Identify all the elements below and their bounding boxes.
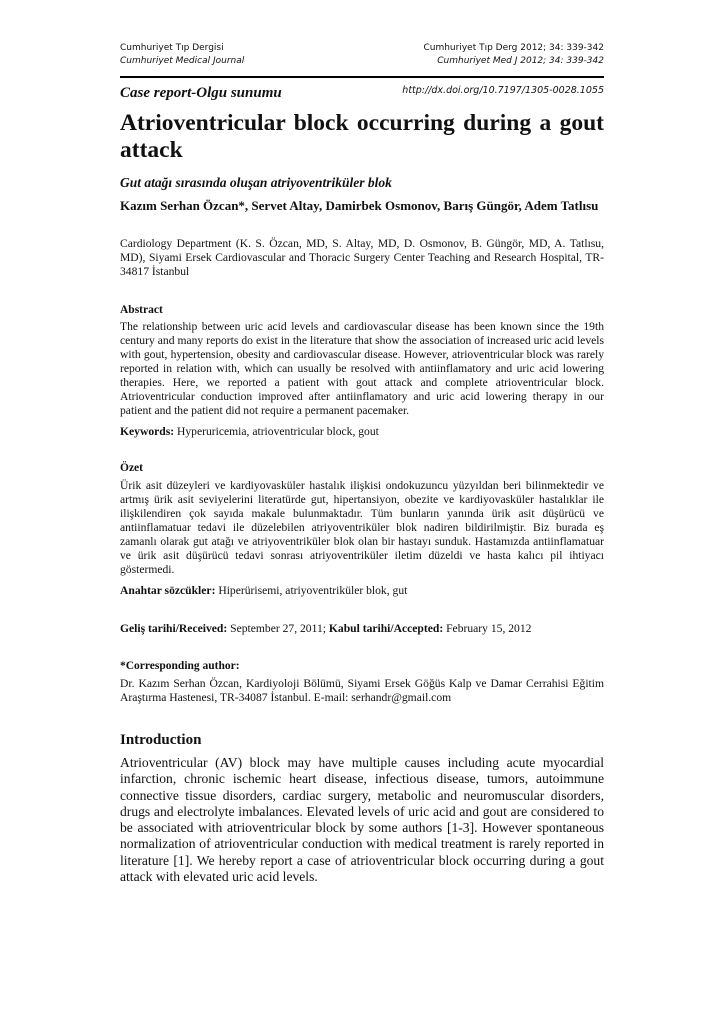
received-date: September 27, 2011; <box>227 622 329 635</box>
keywords-value: Hyperuricemia, atrioventricular block, gout <box>174 425 379 438</box>
ozet-heading: Özet <box>120 462 143 474</box>
received-label: Geliş tarihi/Received: <box>120 622 228 635</box>
introduction-text: Atrioventricular (AV) block may have multiple causes including acute myocardial infarction, chronic ischemic heart disease, infectious disease, tumors, autoimmune connective tissue disorders, cardiac surgery, metabolic and neuromuscular disorders, drugs and electrolyte imbalances. Elevated levels of uric acid and gout are considered to be associated with atrioventricular block by some authors [1-3]. However spontaneous normalization of atrioventricular conduction with medical treatment is rarely reported in literature [1]. We hereby report a case of atrioventricular block occurring during a gout attack with elevated uric acid levels. <box>120 755 604 885</box>
introduction-heading: Introduction <box>120 732 202 748</box>
keywords <box>120 425 604 439</box>
article-title: Atrioventricular block occurring during a gout attack <box>120 110 604 163</box>
citation-en: Cumhuriyet Med J 2012; 34: 339-342 <box>437 56 604 66</box>
abstract-text: The relationship between uric acid levels and cardiovascular disease has been known since the 19th century and many reports do exist in the literature that show the association of increased uric acid levels with gout, hypertension, obesity and cardiovascular disease. However, atrioventricular block was rarely reported in relation with, which can usually be resolved with antiinflamatory and uric acid lowering therapies. Here, we reported a patient with gout attack and complete atrioventricular block. Atrioventricular conduction improved after antiinflamatory and uric acid lowering therapy in our patient and the patient did not require a permanent pacemaker. <box>120 320 604 417</box>
ozet-text: Ürik asit düzeyleri ve kardiyovasküler hastalık ilişkisi ondokuzuncu yüzyıldan beri bilinmektedir ve artmış ürik asit seviyelerini literatürde gut, hipertansiyon, obezite ve kardiyovasküler hastalıklar ile ilişkilendiren çok sayıda makale bulunmaktadır. Tüm bunların yanında ürik asit düşürücü ve antiinflamatuar tedavi ile düzelebilen atriyoventriküler blok nadiren bildirilmiştir. Biz burada eş zamanlı olarak gut atağı ve atriyoventriküler blok olan bir hastayı sunduk. Hastamızda antiinflamatuar ve ürik asit düşürücü tedavi sonrası atriyoventriküler iletim düzeldi ve hasta kalıcı pil ihtiyacı göstermedi. <box>120 479 604 576</box>
author-list: Kazım Serhan Özcan*, Servet Altay, Damirbek Osmonov, Barış Güngör, Adem Tatlısu <box>120 198 599 213</box>
corresponding-author-text: Dr. Kazım Serhan Özcan, Kardiyoloji Bölümü, Siyami Ersek Göğüs Kalp ve Damar Cerrahisi Eğitim Araştırma Hastenesi, TR-34087 İstanbul. E-mail: serhandr@gmail.com <box>120 677 604 704</box>
doi-link[interactable]: http://dx.doi.org/10.7197/1305-0028.1055 <box>402 85 604 96</box>
header-divider <box>120 76 604 78</box>
affiliation: Cardiology Department (K. S. Özcan, MD, S. Altay, MD, D. Osmonov, B. Güngör, MD, A. Tatlısu, MD), Siyami Ersek Cardiovascular and Thoracic Surgery Center Teaching and Research Hospital, TR-34817 İstanbul <box>120 237 604 278</box>
anahtar-label: Anahtar sözcükler: <box>120 584 216 597</box>
article-dates <box>120 622 604 636</box>
journal-name-en: Cumhuriyet Medical Journal <box>120 56 245 66</box>
keywords-label: Keywords: <box>120 425 175 438</box>
article-title-tr: Gut atağı sırasında oluşan atriyoventriküler blok <box>120 175 392 190</box>
journal-citation <box>423 42 604 68</box>
corresponding-author-heading: *Corresponding author: <box>120 660 240 672</box>
anahtar-value: Hiperürisemi, atriyoventriküler blok, gut <box>215 584 408 597</box>
article-type: Case report-Olgu sunumu <box>120 85 282 101</box>
citation-tr: Cumhuriyet Tıp Derg 2012; 34: 339-342 <box>423 43 604 53</box>
journal-name <box>120 42 244 68</box>
journal-name-tr: Cumhuriyet Tıp Dergisi <box>120 43 224 53</box>
anahtar-sozcukler <box>120 584 604 598</box>
abstract-heading: Abstract <box>120 304 163 316</box>
accepted-label: Kabul tarihi/Accepted: <box>328 622 444 635</box>
accepted-date: February 15, 2012 <box>443 622 532 635</box>
